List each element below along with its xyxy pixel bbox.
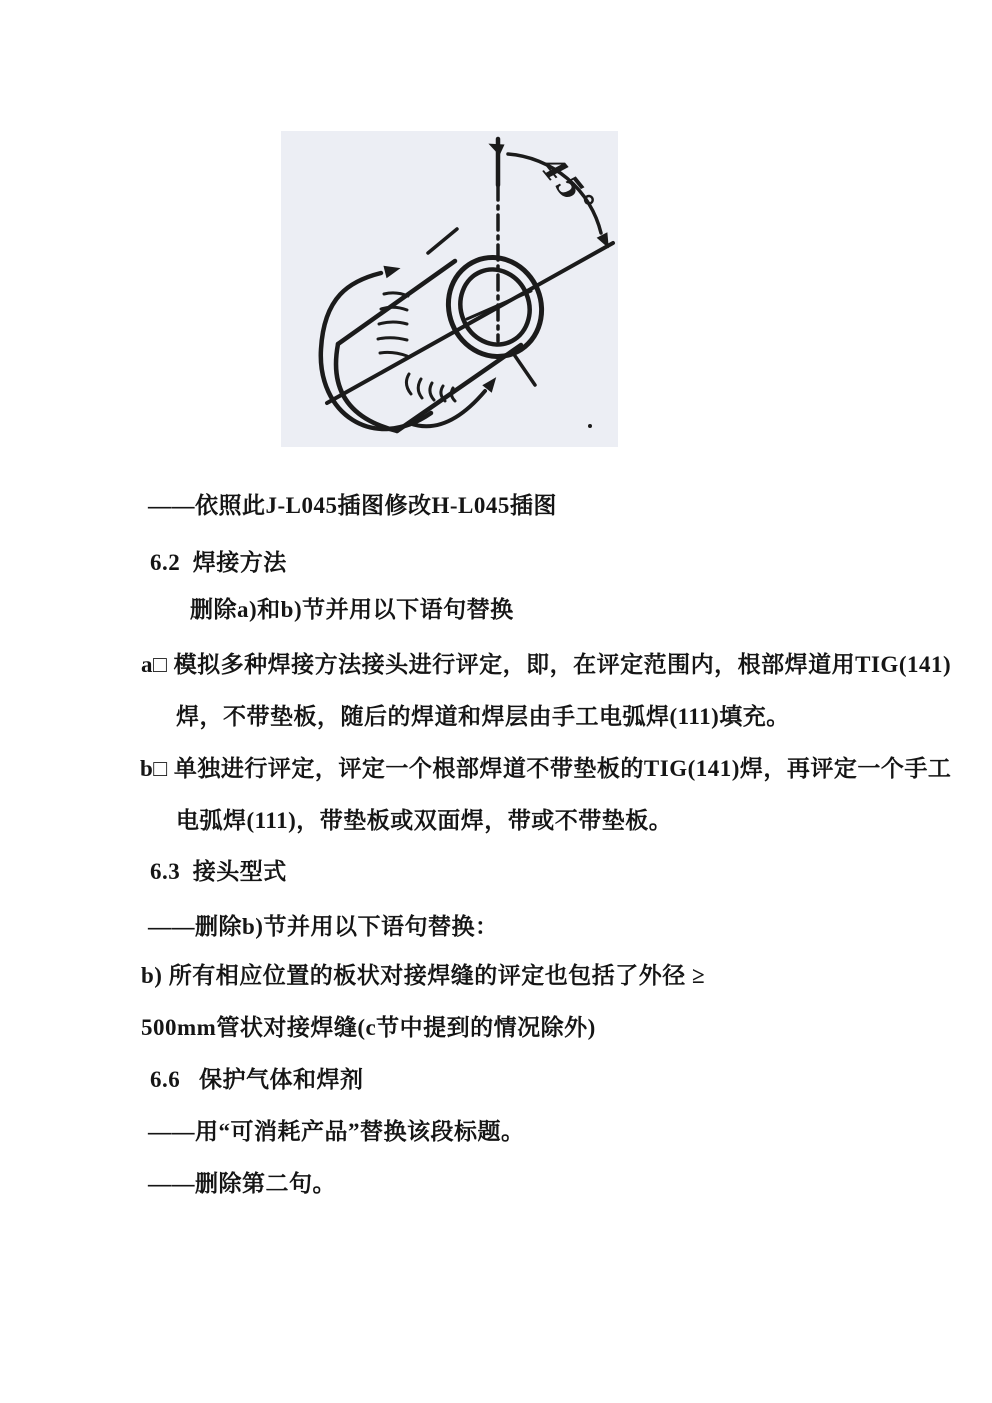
- cylinder-bottom-edge: [397, 345, 521, 431]
- section-heading-6-3: 6.3 接头型式: [150, 859, 287, 884]
- cylinder-top-edge: [338, 261, 455, 344]
- paragraph-line-item-b: b□ 单独进行评定，评定一个根部焊道不带垫板的TIG(141)焊，再评定一个手工: [140, 756, 952, 781]
- scan-speck: [588, 424, 592, 428]
- paragraph-line-item-b2: b) 所有相应位置的板状对接焊缝的评定也包括了外径 ≥: [141, 963, 706, 988]
- paragraph-line: ——用“可消耗产品”替换该段标题。: [148, 1119, 525, 1144]
- rotation-arrow-large-head: [383, 262, 402, 278]
- section-heading-6-2: 6.2 焊接方法: [150, 550, 287, 575]
- section-heading-6-6: 6.6 保护气体和焊剂: [150, 1067, 364, 1092]
- figure-instruction-line: ——依照此J-L045插图修改H-L045插图: [148, 493, 557, 518]
- paragraph-line: 删除a)和b)节并用以下语句替换: [190, 597, 514, 622]
- paragraph-line: ——删除第二句。: [148, 1171, 336, 1196]
- weld-tick-lower: [513, 353, 535, 385]
- cylinder-end-cap: [336, 344, 397, 431]
- paragraph-line: 焊，不带垫板，随后的焊道和焊层由手工电弧焊(111)填充。: [176, 704, 790, 729]
- paragraph-line-item-a: a□ 模拟多种焊接方法接头进行评定，即，在评定范围内，根部焊道用TIG(141): [141, 652, 952, 677]
- angle-arrowhead-top: [486, 138, 505, 155]
- paragraph-line: ——删除b)节并用以下语句替换：: [148, 914, 499, 939]
- paragraph-line: 电弧焊(111)，带垫板或双面焊，带或不带垫板。: [176, 808, 673, 833]
- angle-label: 45°: [532, 149, 604, 225]
- weld-tick-upper: [428, 229, 457, 253]
- paragraph-line: 500mm管状对接焊缝(c节中提到的情况除外): [141, 1015, 596, 1040]
- weld-position-figure: [281, 131, 618, 447]
- inclined-pipe-45deg-diagram: [281, 131, 618, 447]
